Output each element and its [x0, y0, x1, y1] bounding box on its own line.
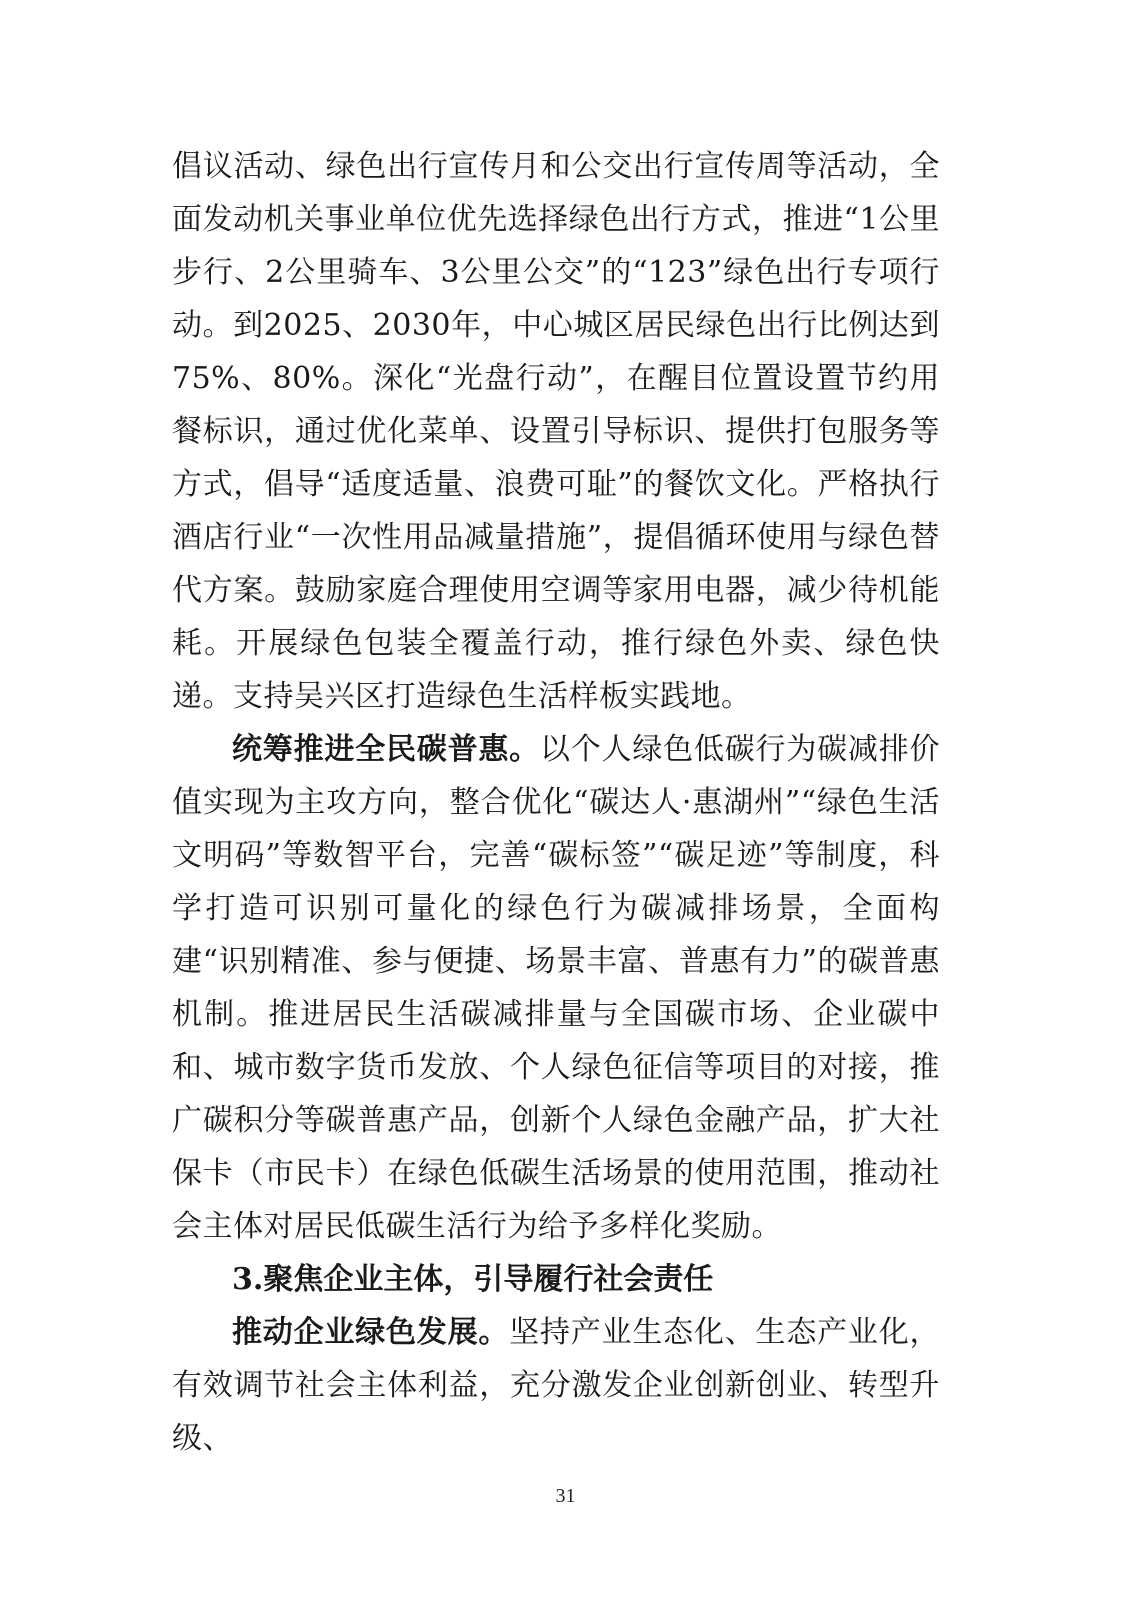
page-number: 31	[555, 1485, 576, 1507]
paragraph-text: 以个人绿色低碳行为碳减排价值实现为主攻方向，整合优化“碳达人·惠湖州”“绿色生活文明码”等数智平台，完善“碳标签”“碳足迹”等制度，科学打造可识别可量化的绿色行为碳减排场景，全面构建“识别精准、参与便捷、场景丰富、普惠有力”的碳普惠机制。推进居民生活碳减排量与全国碳市场、企业碳中和、城市数字货币发放、个人绿色征信等项目的对接，推广碳积分等碳普惠产品，创新个人绿色金融产品，扩大社保卡（市民卡）在绿色低碳生活场景的使用范围，推动社会主体对居民低碳生活行为给予多样化奖励。	[172, 732, 941, 1244]
paragraph-enterprise-green	[172, 1306, 940, 1465]
paragraph-lead: 推动企业绿色发展。	[232, 1315, 510, 1350]
paragraph-text: 倡议活动、绿色出行宣传月和公交出行宣传周等活动，全面发动机关事业单位优先选择绿色出行方式，推进“1公里步行、2公里骑车、3公里公交”的“123”绿色出行专项行动。到2025、2030年，中心城区居民绿色出行比例达到75%、80%。深化“光盘行动”，在醒目位置设置节约用餐标识，通过优化菜单、设置引导标识、提供打包服务等方式，倡导“适度适量、浪费可耻”的餐饮文化。严格执行酒店行业“一次性用品减量措施”，提倡循环使用与绿色替代方案。鼓励家庭合理使用空调等家用电器，减少待机能耗。开展绿色包装全覆盖行动，推行绿色外卖、绿色快递。支持吴兴区打造绿色生活样板实践地。	[172, 149, 940, 714]
paragraph-green-travel	[172, 140, 940, 723]
body-text	[172, 140, 940, 1465]
paragraph-text: 坚持产业生态化、生态产业化，有效调节社会主体利益，充分激发企业创新创业、转型升级、	[172, 1315, 941, 1456]
paragraph-carbon-inclusion	[172, 723, 940, 1253]
section-heading: 3.聚焦企业主体，引导履行社会责任	[232, 1262, 714, 1297]
paragraph-lead: 统筹推进全民碳普惠。	[232, 732, 540, 767]
